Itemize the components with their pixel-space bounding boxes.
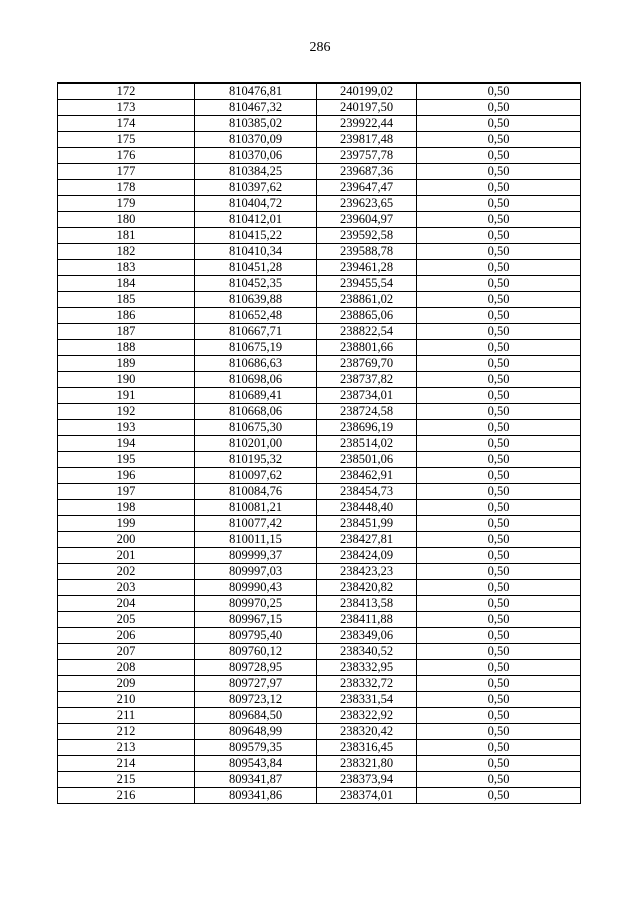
x-coordinate-cell: 810675,19	[195, 340, 317, 356]
point-number-cell: 189	[58, 356, 195, 372]
point-number-cell: 208	[58, 660, 195, 676]
point-number-cell: 201	[58, 548, 195, 564]
point-number-cell: 206	[58, 628, 195, 644]
x-coordinate-cell: 810201,00	[195, 436, 317, 452]
x-coordinate-cell: 809543,84	[195, 756, 317, 772]
y-coordinate-cell: 238861,02	[317, 292, 417, 308]
x-coordinate-cell: 810467,32	[195, 100, 317, 116]
point-number-cell: 200	[58, 532, 195, 548]
x-coordinate-cell: 810675,30	[195, 420, 317, 436]
accuracy-cell: 0,50	[417, 756, 581, 772]
accuracy-cell: 0,50	[417, 196, 581, 212]
table-row	[58, 756, 581, 772]
accuracy-cell: 0,50	[417, 164, 581, 180]
accuracy-cell: 0,50	[417, 148, 581, 164]
x-coordinate-cell: 810370,09	[195, 132, 317, 148]
y-coordinate-cell: 239588,78	[317, 244, 417, 260]
accuracy-cell: 0,50	[417, 276, 581, 292]
x-coordinate-cell: 810404,72	[195, 196, 317, 212]
accuracy-cell: 0,50	[417, 628, 581, 644]
point-number-cell: 175	[58, 132, 195, 148]
table-row	[58, 788, 581, 804]
table-row	[58, 244, 581, 260]
point-number-cell: 198	[58, 500, 195, 516]
accuracy-cell: 0,50	[417, 308, 581, 324]
y-coordinate-cell: 240197,50	[317, 100, 417, 116]
x-coordinate-cell: 810452,35	[195, 276, 317, 292]
accuracy-cell: 0,50	[417, 564, 581, 580]
y-coordinate-cell: 240199,02	[317, 83, 417, 100]
point-number-cell: 183	[58, 260, 195, 276]
table-row	[58, 228, 581, 244]
x-coordinate-cell: 810639,88	[195, 292, 317, 308]
y-coordinate-cell: 239817,48	[317, 132, 417, 148]
y-coordinate-cell: 238801,66	[317, 340, 417, 356]
y-coordinate-cell: 239647,47	[317, 180, 417, 196]
point-number-cell: 193	[58, 420, 195, 436]
table-row	[58, 100, 581, 116]
y-coordinate-cell: 239922,44	[317, 116, 417, 132]
x-coordinate-cell: 810385,02	[195, 116, 317, 132]
y-coordinate-cell: 238373,94	[317, 772, 417, 788]
accuracy-cell: 0,50	[417, 420, 581, 436]
table-row	[58, 356, 581, 372]
accuracy-cell: 0,50	[417, 532, 581, 548]
point-number-cell: 190	[58, 372, 195, 388]
x-coordinate-cell: 809723,12	[195, 692, 317, 708]
x-coordinate-cell: 810451,28	[195, 260, 317, 276]
x-coordinate-cell: 810097,62	[195, 468, 317, 484]
x-coordinate-cell: 809967,15	[195, 612, 317, 628]
y-coordinate-cell: 238320,42	[317, 724, 417, 740]
x-coordinate-cell: 809579,35	[195, 740, 317, 756]
accuracy-cell: 0,50	[417, 788, 581, 804]
accuracy-cell: 0,50	[417, 228, 581, 244]
point-number-cell: 213	[58, 740, 195, 756]
table-row	[58, 660, 581, 676]
point-number-cell: 182	[58, 244, 195, 260]
table-row	[58, 132, 581, 148]
point-number-cell: 186	[58, 308, 195, 324]
x-coordinate-cell: 810077,42	[195, 516, 317, 532]
accuracy-cell: 0,50	[417, 404, 581, 420]
accuracy-cell: 0,50	[417, 708, 581, 724]
table-row	[58, 676, 581, 692]
x-coordinate-cell: 810667,71	[195, 324, 317, 340]
table-row	[58, 420, 581, 436]
accuracy-cell: 0,50	[417, 660, 581, 676]
y-coordinate-cell: 238332,95	[317, 660, 417, 676]
y-coordinate-cell: 238696,19	[317, 420, 417, 436]
y-coordinate-cell: 238349,06	[317, 628, 417, 644]
y-coordinate-cell: 239687,36	[317, 164, 417, 180]
accuracy-cell: 0,50	[417, 388, 581, 404]
accuracy-cell: 0,50	[417, 436, 581, 452]
x-coordinate-cell: 810195,32	[195, 452, 317, 468]
accuracy-cell: 0,50	[417, 372, 581, 388]
point-number-cell: 210	[58, 692, 195, 708]
accuracy-cell: 0,50	[417, 612, 581, 628]
table-row	[58, 500, 581, 516]
table-row	[58, 580, 581, 596]
accuracy-cell: 0,50	[417, 452, 581, 468]
point-number-cell: 176	[58, 148, 195, 164]
x-coordinate-cell: 810668,06	[195, 404, 317, 420]
accuracy-cell: 0,50	[417, 644, 581, 660]
x-coordinate-cell: 809999,37	[195, 548, 317, 564]
x-coordinate-cell: 809341,87	[195, 772, 317, 788]
point-number-cell: 192	[58, 404, 195, 420]
x-coordinate-cell: 810412,01	[195, 212, 317, 228]
page-number: 286	[309, 40, 331, 55]
x-coordinate-cell: 810686,63	[195, 356, 317, 372]
table-row	[58, 452, 581, 468]
y-coordinate-cell: 238514,02	[317, 436, 417, 452]
x-coordinate-cell: 810011,15	[195, 532, 317, 548]
x-coordinate-cell: 809727,97	[195, 676, 317, 692]
point-number-cell: 191	[58, 388, 195, 404]
accuracy-cell: 0,50	[417, 132, 581, 148]
table-row	[58, 212, 581, 228]
x-coordinate-cell: 810397,62	[195, 180, 317, 196]
table-row	[58, 276, 581, 292]
accuracy-cell: 0,50	[417, 772, 581, 788]
accuracy-cell: 0,50	[417, 596, 581, 612]
x-coordinate-cell: 810081,21	[195, 500, 317, 516]
x-coordinate-cell: 810415,22	[195, 228, 317, 244]
y-coordinate-cell: 238454,73	[317, 484, 417, 500]
x-coordinate-cell: 810698,06	[195, 372, 317, 388]
point-number-cell: 215	[58, 772, 195, 788]
x-coordinate-cell: 809341,86	[195, 788, 317, 804]
point-number-cell: 204	[58, 596, 195, 612]
point-number-cell: 207	[58, 644, 195, 660]
point-number-cell: 195	[58, 452, 195, 468]
point-number-cell: 173	[58, 100, 195, 116]
x-coordinate-cell: 809795,40	[195, 628, 317, 644]
y-coordinate-cell: 238340,52	[317, 644, 417, 660]
y-coordinate-cell: 238737,82	[317, 372, 417, 388]
y-coordinate-cell: 238769,70	[317, 356, 417, 372]
point-number-cell: 187	[58, 324, 195, 340]
table-row	[58, 772, 581, 788]
accuracy-cell: 0,50	[417, 180, 581, 196]
x-coordinate-cell: 809684,50	[195, 708, 317, 724]
accuracy-cell: 0,50	[417, 260, 581, 276]
accuracy-cell: 0,50	[417, 83, 581, 100]
point-number-cell: 216	[58, 788, 195, 804]
table-row	[58, 740, 581, 756]
point-number-cell: 205	[58, 612, 195, 628]
point-number-cell: 178	[58, 180, 195, 196]
x-coordinate-cell: 809760,12	[195, 644, 317, 660]
accuracy-cell: 0,50	[417, 244, 581, 260]
table-row	[58, 308, 581, 324]
y-coordinate-cell: 238423,23	[317, 564, 417, 580]
accuracy-cell: 0,50	[417, 212, 581, 228]
table-row	[58, 532, 581, 548]
accuracy-cell: 0,50	[417, 516, 581, 532]
x-coordinate-cell: 810476,81	[195, 83, 317, 100]
point-number-cell: 203	[58, 580, 195, 596]
y-coordinate-cell: 238734,01	[317, 388, 417, 404]
point-number-cell: 212	[58, 724, 195, 740]
point-number-cell: 194	[58, 436, 195, 452]
point-number-cell: 184	[58, 276, 195, 292]
point-number-cell: 196	[58, 468, 195, 484]
x-coordinate-cell: 810384,25	[195, 164, 317, 180]
table-row	[58, 612, 581, 628]
accuracy-cell: 0,50	[417, 356, 581, 372]
table-row	[58, 564, 581, 580]
point-number-cell: 211	[58, 708, 195, 724]
y-coordinate-cell: 238724,58	[317, 404, 417, 420]
table-row	[58, 260, 581, 276]
table-row	[58, 484, 581, 500]
x-coordinate-cell: 809990,43	[195, 580, 317, 596]
accuracy-cell: 0,50	[417, 292, 581, 308]
table-row	[58, 116, 581, 132]
y-coordinate-cell: 238822,54	[317, 324, 417, 340]
point-number-cell: 188	[58, 340, 195, 356]
point-number-cell: 185	[58, 292, 195, 308]
point-number-cell: 202	[58, 564, 195, 580]
accuracy-cell: 0,50	[417, 724, 581, 740]
y-coordinate-cell: 238424,09	[317, 548, 417, 564]
y-coordinate-cell: 238462,91	[317, 468, 417, 484]
table-row	[58, 180, 581, 196]
y-coordinate-cell: 239623,65	[317, 196, 417, 212]
coordinates-table	[57, 82, 581, 804]
x-coordinate-cell: 810689,41	[195, 388, 317, 404]
table-row	[58, 292, 581, 308]
y-coordinate-cell: 238427,81	[317, 532, 417, 548]
y-coordinate-cell: 238411,88	[317, 612, 417, 628]
table-row	[58, 436, 581, 452]
y-coordinate-cell: 238316,45	[317, 740, 417, 756]
y-coordinate-cell: 238451,99	[317, 516, 417, 532]
x-coordinate-cell: 809648,99	[195, 724, 317, 740]
accuracy-cell: 0,50	[417, 692, 581, 708]
x-coordinate-cell: 809728,95	[195, 660, 317, 676]
table-row	[58, 324, 581, 340]
point-number-cell: 174	[58, 116, 195, 132]
accuracy-cell: 0,50	[417, 100, 581, 116]
accuracy-cell: 0,50	[417, 324, 581, 340]
x-coordinate-cell: 810652,48	[195, 308, 317, 324]
table-row	[58, 196, 581, 212]
accuracy-cell: 0,50	[417, 468, 581, 484]
accuracy-cell: 0,50	[417, 116, 581, 132]
point-number-cell: 199	[58, 516, 195, 532]
table-row	[58, 83, 581, 100]
point-number-cell: 180	[58, 212, 195, 228]
y-coordinate-cell: 239604,97	[317, 212, 417, 228]
accuracy-cell: 0,50	[417, 548, 581, 564]
y-coordinate-cell: 238865,06	[317, 308, 417, 324]
y-coordinate-cell: 239461,28	[317, 260, 417, 276]
y-coordinate-cell: 239592,58	[317, 228, 417, 244]
accuracy-cell: 0,50	[417, 676, 581, 692]
point-number-cell: 172	[58, 83, 195, 100]
table-row	[58, 708, 581, 724]
y-coordinate-cell: 238413,58	[317, 596, 417, 612]
y-coordinate-cell: 238501,06	[317, 452, 417, 468]
point-number-cell: 214	[58, 756, 195, 772]
table-row	[58, 388, 581, 404]
y-coordinate-cell: 239455,54	[317, 276, 417, 292]
point-number-cell: 209	[58, 676, 195, 692]
coordinates-table-body	[58, 83, 581, 804]
point-number-cell: 181	[58, 228, 195, 244]
x-coordinate-cell: 810370,06	[195, 148, 317, 164]
y-coordinate-cell: 238322,92	[317, 708, 417, 724]
table-row	[58, 164, 581, 180]
point-number-cell: 197	[58, 484, 195, 500]
table-row	[58, 148, 581, 164]
table-row	[58, 516, 581, 532]
accuracy-cell: 0,50	[417, 484, 581, 500]
table-row	[58, 692, 581, 708]
x-coordinate-cell: 810410,34	[195, 244, 317, 260]
table-row	[58, 644, 581, 660]
table-row	[58, 628, 581, 644]
accuracy-cell: 0,50	[417, 340, 581, 356]
x-coordinate-cell: 809970,25	[195, 596, 317, 612]
x-coordinate-cell: 809997,03	[195, 564, 317, 580]
accuracy-cell: 0,50	[417, 740, 581, 756]
y-coordinate-cell: 239757,78	[317, 148, 417, 164]
table-row	[58, 548, 581, 564]
x-coordinate-cell: 810084,76	[195, 484, 317, 500]
table-row	[58, 596, 581, 612]
table-row	[58, 340, 581, 356]
y-coordinate-cell: 238331,54	[317, 692, 417, 708]
y-coordinate-cell: 238321,80	[317, 756, 417, 772]
point-number-cell: 177	[58, 164, 195, 180]
table-row	[58, 724, 581, 740]
y-coordinate-cell: 238420,82	[317, 580, 417, 596]
y-coordinate-cell: 238332,72	[317, 676, 417, 692]
table-row	[58, 372, 581, 388]
table-row	[58, 468, 581, 484]
y-coordinate-cell: 238374,01	[317, 788, 417, 804]
y-coordinate-cell: 238448,40	[317, 500, 417, 516]
accuracy-cell: 0,50	[417, 500, 581, 516]
point-number-cell: 179	[58, 196, 195, 212]
table-row	[58, 404, 581, 420]
accuracy-cell: 0,50	[417, 580, 581, 596]
